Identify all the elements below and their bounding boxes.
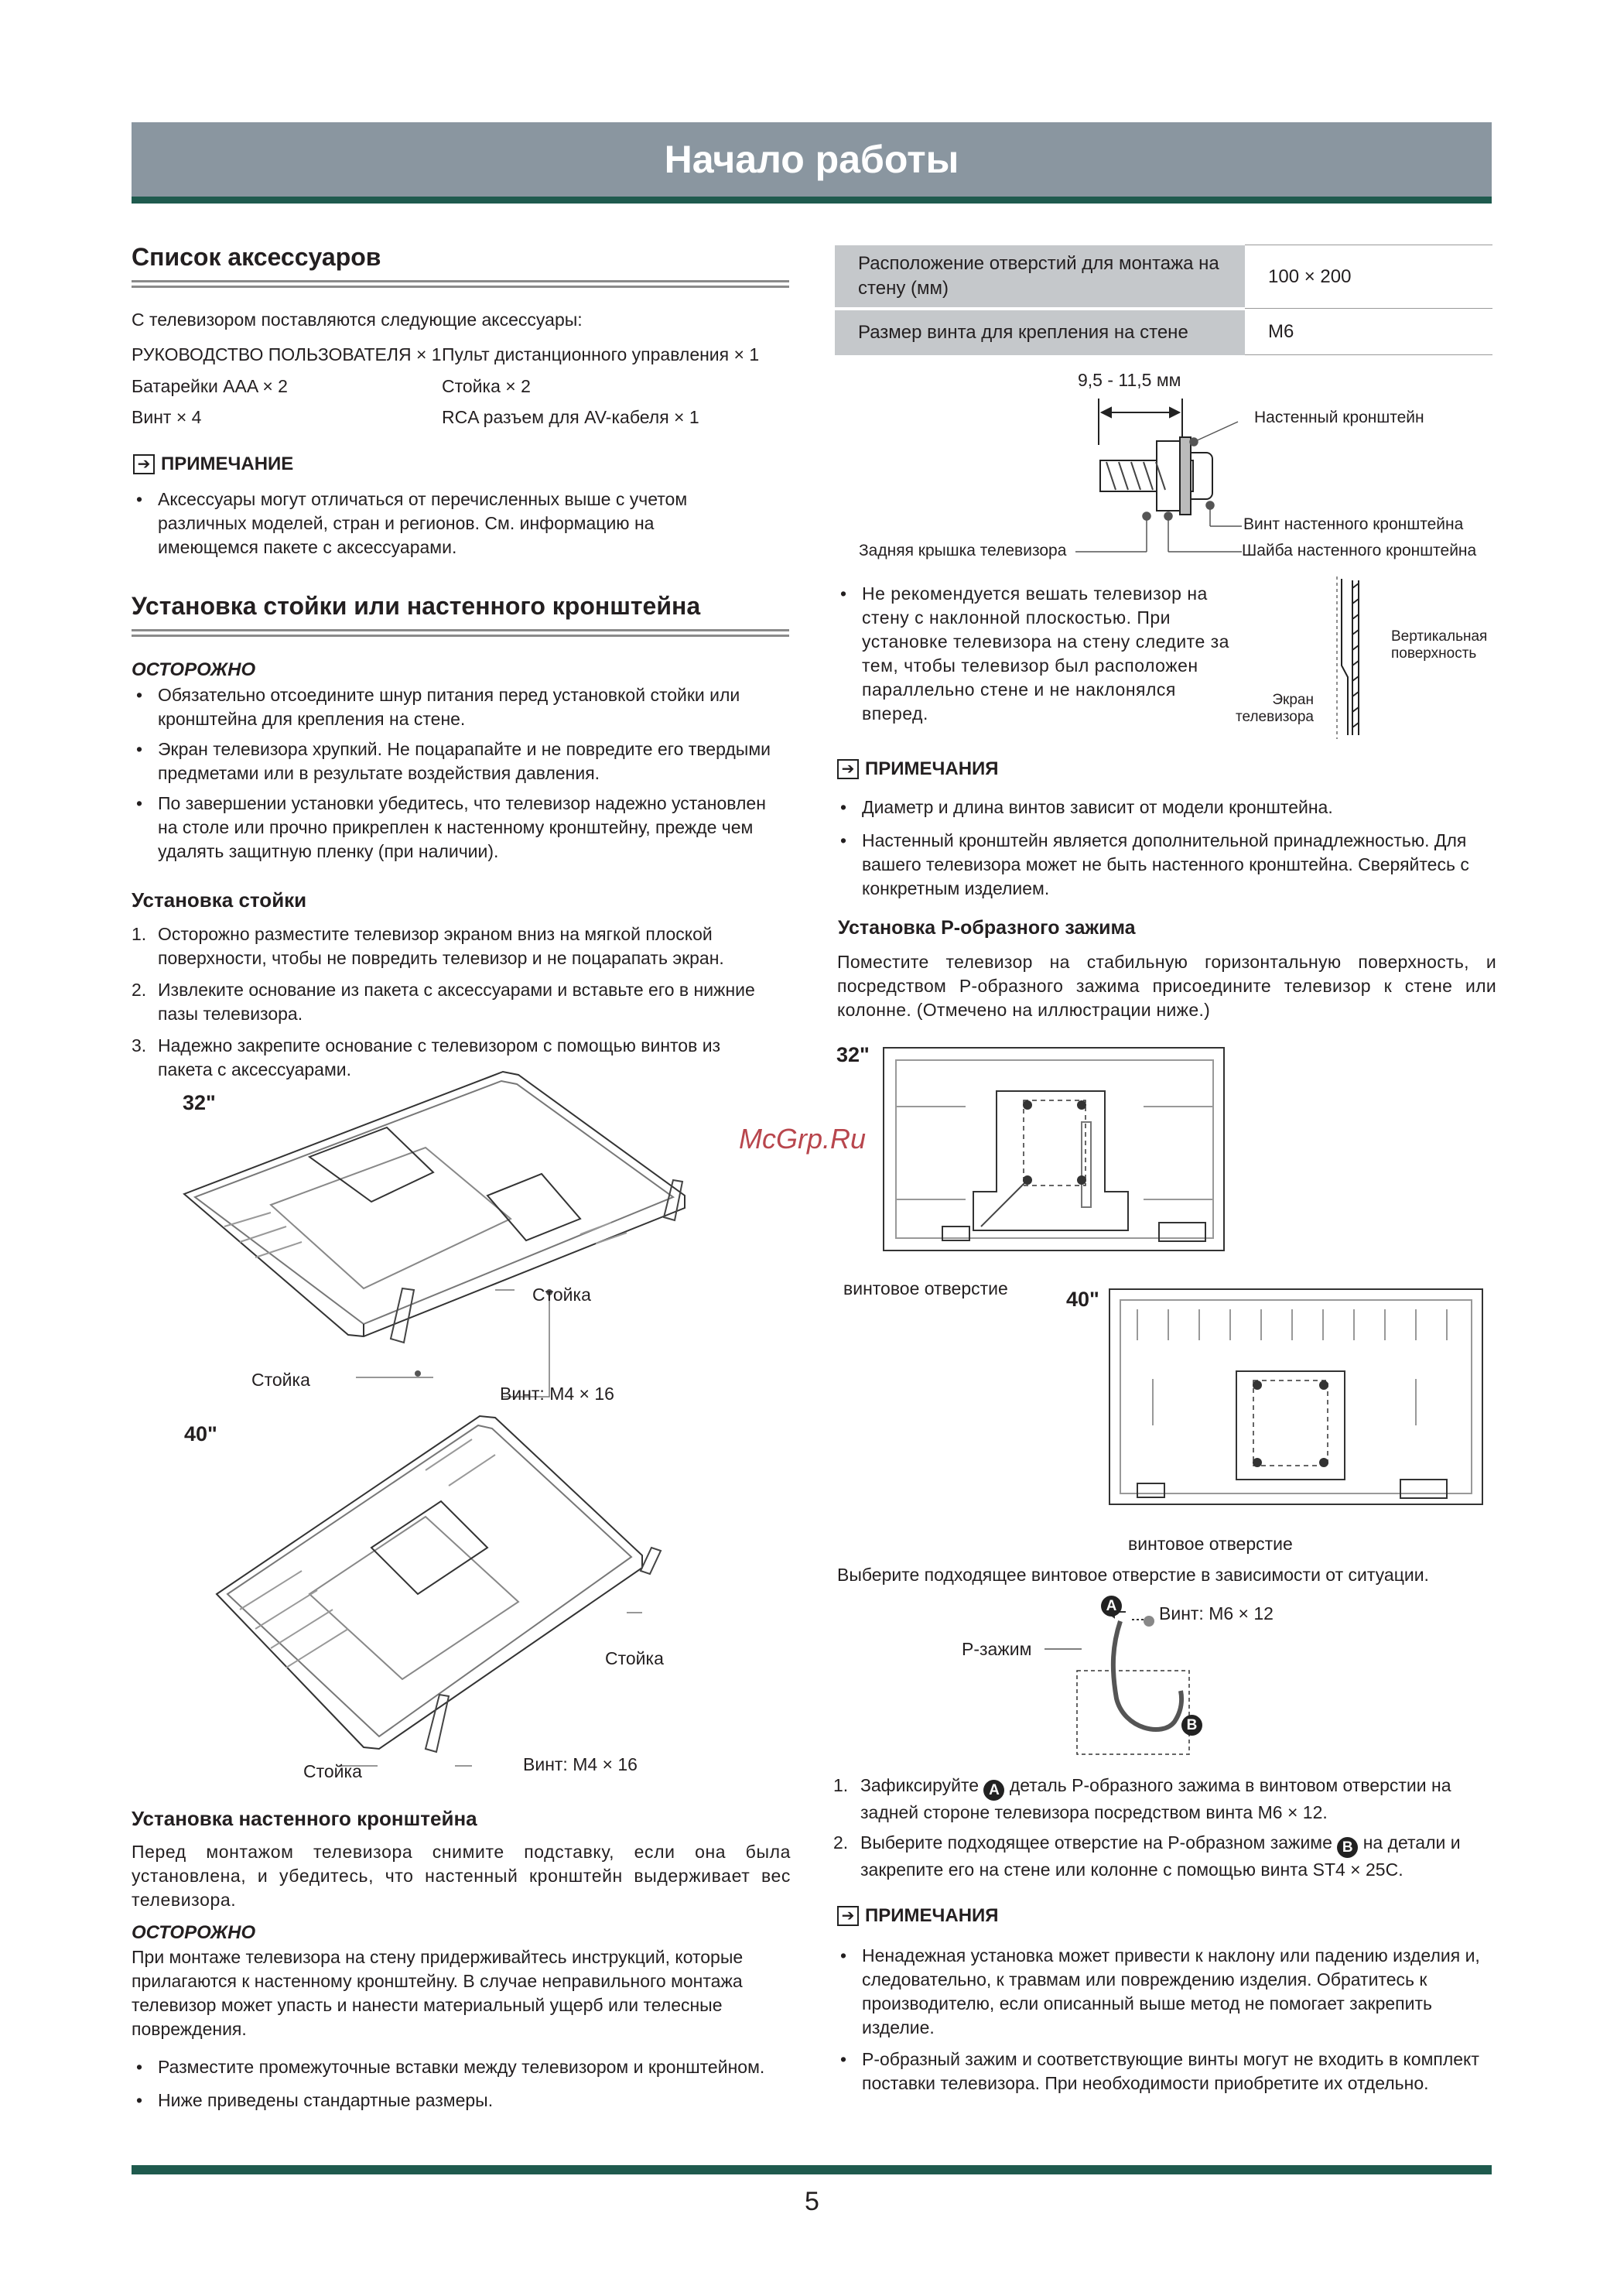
- list-item: • Экран телевизора хрупкий. Не поцарапайте и не повредите его твердыми предметами или в результате воздействия давления.: [132, 737, 789, 785]
- table-row: [835, 309, 1492, 355]
- marker-a-icon: A: [1101, 1596, 1122, 1617]
- marker-a-icon: A: [983, 1780, 1004, 1801]
- stand-illustration-32: [178, 1064, 720, 1420]
- table-row: [835, 245, 1492, 309]
- accessory-item: Пульт дистанционного управления × 1: [442, 344, 760, 364]
- step-number: 2.: [132, 980, 147, 1000]
- size-label: 32": [183, 1091, 216, 1114]
- tv-rear-32: [880, 1045, 1229, 1261]
- stand-illustration-40: [193, 1408, 704, 1795]
- choose-hole-text: Выберите подходящее винтовое отверстие в зависимости от ситуации.: [837, 1565, 1429, 1585]
- accessory-item: РУКОВОДСТВО ПОЛЬЗОВАТЕЛЯ × 1: [132, 344, 442, 364]
- list-item: [132, 922, 778, 970]
- step-text: Зафиксируйте: [860, 1775, 980, 1795]
- accessories-intro: С телевизором поставляются следующие аксессуары:: [132, 310, 583, 330]
- wall-bullets: [132, 2055, 778, 2119]
- pclip-intro: Поместите телевизор на стабильную горизонтальную поверхность, и посредством P-образного зажима присоедините телевизор к стене или колонне. (Отмечено на иллюстрации ниже.): [837, 952, 1496, 1020]
- table-cell: 100 × 200: [1245, 245, 1492, 309]
- size-label: 40": [184, 1422, 217, 1445]
- step-number: 1.: [132, 924, 147, 944]
- marker-b-icon: B: [1181, 1715, 1202, 1736]
- clip-screw-label: Винт: M6 × 12: [1159, 1603, 1274, 1623]
- step-text: Осторожно разместите телевизор экраном вниз на мягкой плоской поверхности, чтобы не повредить телевизор и не поцарапать экран.: [158, 924, 724, 968]
- screw-label: Винт: M4 × 16: [500, 1384, 614, 1404]
- list-item: • По завершении установки убедитесь, что телевизор надежно установлен на столе или прочно прикреплен к настенному кронштейну, прежде чем удалять защитную пленку (при наличии).: [132, 792, 789, 864]
- notes-heading: [837, 1905, 999, 1927]
- accessory-item: Винт × 4: [132, 407, 202, 427]
- step-text: Извлеките основание из пакета с аксессуарами и вставьте его в нижние пазы телевизора.: [158, 980, 755, 1024]
- step-text: на детали и закрепите его на стене или колонне с помощью винта ST4 × 25C.: [860, 1832, 1461, 1880]
- pclip-step-1: [833, 1774, 1468, 1825]
- arrow-right-icon: ➔: [133, 454, 155, 474]
- tilt-illustration: [1331, 573, 1362, 743]
- caution-heading: ОСТОРОЖНО: [132, 659, 256, 680]
- diagram-label: Экран телевизора: [1236, 692, 1314, 725]
- wall-mount-intro: Перед монтажом телевизора снимите подставку, если она была установлена, и убедитесь, что настенный кронштейн выдерживает вес телевизора.: [132, 1842, 791, 1910]
- tv-rear-40: [1106, 1286, 1486, 1518]
- step-number: 2.: [833, 1832, 849, 1853]
- clip-leader: [1044, 1645, 1083, 1653]
- arrow-right-icon: ➔: [837, 1906, 859, 1926]
- size-label: 40": [1066, 1288, 1099, 1311]
- list-item: • Обязательно отсоедините шнур питания перед установкой стойки или кронштейна для крепления на стене.: [132, 683, 789, 731]
- watermark: McGrp.Ru: [739, 1123, 867, 1155]
- step-number: 1.: [833, 1775, 849, 1795]
- page-number: 5: [805, 2187, 819, 2216]
- caution-list: [132, 683, 789, 870]
- note-heading: [133, 453, 293, 475]
- caution-heading: ОСТОРОЖНО: [132, 1922, 256, 1943]
- stand-label: Стойка: [532, 1285, 591, 1305]
- page-title: Начало работы: [664, 138, 959, 181]
- accessories-title: Список аксессуаров: [132, 243, 381, 271]
- list-item: [132, 978, 778, 1026]
- list-item: • Настенный кронштейн является дополнительной принадлежностью. Для вашего телевизора может не быть настенного кронштейна. Сверяйтесь с конкретным изделием.: [836, 829, 1501, 901]
- footer-rule: [132, 2165, 1492, 2174]
- step-text: деталь P-образного зажима в винтовом отверстии на задней стороне телевизора посредством винта M6 × 12.: [860, 1775, 1451, 1822]
- screw-hole-label: винтовое отверстие: [843, 1278, 1008, 1298]
- clip-label: P-зажим: [962, 1639, 1032, 1659]
- spec-table: [835, 245, 1492, 355]
- notes-heading-label: ПРИМЕЧАНИЯ: [865, 1905, 999, 1926]
- list-item: • Ниже приведены стандартные размеры.: [132, 2089, 778, 2113]
- screw-hole-label: винтовое отверстие: [1128, 1534, 1293, 1554]
- step-text: Выберите подходящее отверстие на P-образном зажиме: [860, 1832, 1332, 1853]
- list-item: • Аксессуары могут отличаться от перечисленных выше с учетом различных моделей, стран и регионов. См. информацию на имеющемся пакете с аксессуарами.: [132, 488, 743, 559]
- stand-title: Установка стойки: [132, 888, 307, 912]
- list-item: • Не рекомендуется вешать телевизор на стену с наклонной плоскостью. При установке телевизора на стену следите за тем, чтобы телевизор был расположен параллельно стене и не наклонялся вперед.: [836, 582, 1230, 726]
- diagram-label: Настенный кронштейн: [1254, 409, 1424, 426]
- list-item: • Ненадежная установка может привести к наклону или падению изделия и, следовательно, к травмам или повреждению изделия. Обратитесь к производителю, если описанный выше метод не помогает закрепить изделие.: [836, 1944, 1493, 2040]
- diagram-label: Винт настенного кронштейна: [1243, 515, 1464, 533]
- diagram-label: Вертикальная поверхность: [1391, 628, 1488, 662]
- list-item: • Разместите промежуточные вставки между телевизором и кронштейном.: [132, 2055, 778, 2079]
- list-item: • P-образный зажим и соответствующие винты могут не входить в комплект поставки телевизора. При необходимости приобретите их отдельно.: [836, 2048, 1493, 2096]
- dimension-label: 9,5 - 11,5 мм: [1078, 370, 1181, 390]
- accessory-item: RCA разъем для AV-кабеля × 1: [442, 407, 699, 427]
- notes-heading-label: ПРИМЕЧАНИЯ: [865, 758, 999, 779]
- notes-list: [836, 795, 1501, 907]
- accessory-item: Батарейки AAA × 2: [132, 376, 288, 396]
- arrow-right-icon: ➔: [837, 759, 859, 779]
- notes-heading: [837, 758, 999, 780]
- tilt-warning: [836, 582, 1230, 732]
- accessory-item: Стойка × 2: [442, 376, 531, 396]
- marker-b-icon: B: [1337, 1837, 1358, 1858]
- stand-label: Стойка: [605, 1648, 664, 1668]
- diagram-label: Шайба настенного кронштейна: [1242, 542, 1477, 559]
- step-number: 3.: [132, 1035, 147, 1055]
- table-cell: M6: [1245, 309, 1492, 355]
- pclip-title: Установка P-образного зажима: [838, 917, 1136, 939]
- wall-caution-text: При монтаже телевизора на стену придерживайтесь инструкций, которые прилагаются к настенному кронштейну. В случае неправильного монтажа телевизор может упасть и нанести материальный ущерб или телесные повреждения.: [132, 1947, 744, 2039]
- note-list: [132, 488, 743, 566]
- section-divider: [132, 629, 789, 631]
- note-heading-label: ПРИМЕЧАНИЕ: [161, 453, 294, 474]
- step-text: Надежно закрепите основание с телевизором с помощью винтов из пакета с аксессуарами.: [158, 1035, 721, 1079]
- bracket-diagram: [851, 391, 1253, 565]
- list-item: • Диаметр и длина винтов зависит от модели кронштейна.: [836, 795, 1501, 819]
- page-header: [132, 122, 1492, 204]
- section-divider: [132, 280, 789, 282]
- install-title: Установка стойки или настенного кронштейна: [132, 592, 701, 620]
- table-cell: Расположение отверстий для монтажа на стену (мм): [835, 245, 1245, 309]
- notes-list: [836, 1944, 1493, 2102]
- wall-mount-title: Установка настенного кронштейна: [132, 1807, 477, 1830]
- size-label: 32": [836, 1043, 870, 1066]
- diagram-label: Задняя крышка телевизора: [859, 542, 1067, 559]
- stand-label: Стойка: [303, 1761, 362, 1781]
- pclip-step-2: [833, 1831, 1468, 1882]
- screw-label: Винт: M4 × 16: [523, 1754, 638, 1774]
- stand-label: Стойка: [251, 1370, 310, 1390]
- table-cell: Размер винта для крепления на стене: [835, 309, 1245, 355]
